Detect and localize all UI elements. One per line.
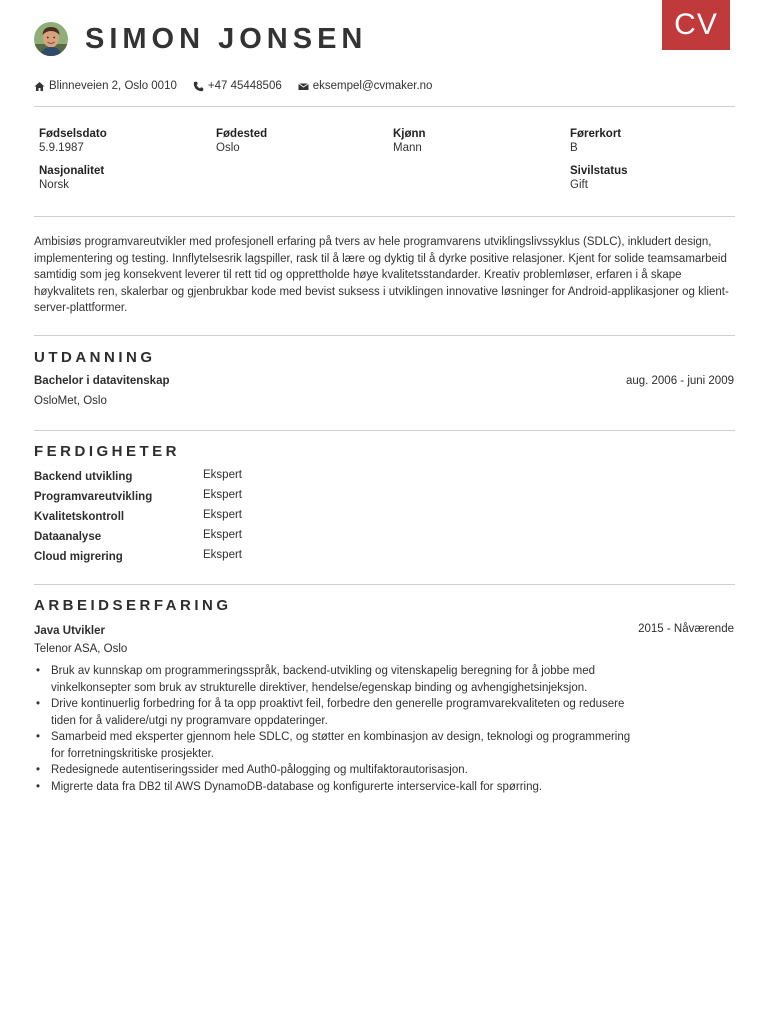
skill-name: Dataanalyse — [34, 531, 102, 543]
skill-level: Ekspert — [203, 529, 242, 541]
mail-icon — [298, 81, 309, 92]
contact-bar — [34, 80, 448, 92]
skill-name: Backend utvikling — [34, 471, 133, 483]
education-degree: Bachelor i datavitenskap — [34, 375, 170, 387]
divider — [34, 106, 735, 107]
skill-row — [34, 469, 334, 489]
detail-value: Gift — [570, 179, 588, 191]
header — [34, 22, 367, 56]
avatar — [34, 22, 68, 56]
detail-label: Kjønn — [393, 128, 426, 140]
job-company: Telenor ASA, Oslo — [34, 643, 128, 655]
detail-label: Nasjonalitet — [39, 165, 105, 177]
cv-badge: CV — [662, 0, 730, 50]
skill-level: Ekspert — [203, 489, 242, 501]
list-item: • Bruk av kunnskap om programmeringsspråk, backend-utvikling og vitenskapelig beregning for å jobbe med vinkelkonsepter som bruk av strukturelle direktiver, hendelse/egenskap binding og avhengighetsinjeksjon. — [34, 663, 634, 696]
list-item: • Samarbeid med eksperter gjennom hele SDLC, og støtter en kombinasjon av design, teknologi og programmering for forretningskritiske prosjekter. — [34, 729, 634, 762]
job-dates: 2015 - Nåværende — [638, 623, 734, 635]
education-dates: aug. 2006 - juni 2009 — [625, 375, 734, 387]
section-heading-skills: FERDIGHETER — [34, 443, 181, 460]
detail-gender — [393, 128, 426, 154]
phone-text: +47 45448506 — [207, 80, 282, 92]
detail-label: Sivilstatus — [570, 165, 628, 177]
list-item: • Drive kontinuerlig forbedring for å ta opp proaktivt feil, forbedre den generelle programvarekvaliteten og redusere tiden for å validere/utgi ny programvare oppdateringer. — [34, 696, 634, 729]
skill-row — [34, 489, 334, 509]
profile-summary: Ambisiøs programvareutvikler med profesjonell erfaring på tvers av hele programvarens utviklingslivssyklus (SDLC), inkludert design, implementering og testing. Innflytelsesrik lagspiller, rask til å lære og dyktig til å dyrke positive relasjoner. Kjent for solide teamsamarbeid samtidig som jeg konsekvent leverer til rett tid og opprettholde høye kvalitetsstandarder. Kreativ problemløser, erfaren i å skape høykvalitets ren, skalerbar og gjenbrukbar kode med bevist suksess i utviklingen innovative løsninger for Android-applikasjoner og klient-server-plattformer. — [34, 236, 729, 314]
candidate-name: SIMON JONSEN — [85, 22, 368, 55]
email-text[interactable]: eksempel@cvmaker.no — [312, 80, 433, 92]
detail-value: Oslo — [216, 142, 240, 154]
skill-level: Ekspert — [203, 549, 242, 561]
detail-value: B — [570, 142, 578, 154]
list-item: • Redesignede autentiseringssider med Auth0-pålogging og multifaktorautorisasjon. — [34, 762, 634, 779]
education-school: OsloMet, Oslo — [34, 395, 107, 407]
detail-nationality — [39, 165, 104, 191]
section-heading-experience: ARBEIDSERFARING — [34, 597, 232, 614]
detail-birthdate — [39, 128, 107, 154]
home-icon — [34, 81, 45, 92]
skill-level: Ekspert — [203, 509, 242, 521]
detail-license — [570, 128, 621, 154]
detail-birthplace — [216, 128, 267, 154]
skill-name: Programvareutvikling — [34, 491, 153, 503]
divider — [34, 430, 735, 431]
phone-icon — [193, 81, 204, 92]
address-text: Blinneveien 2, Oslo 0010 — [49, 80, 177, 92]
job-responsibilities — [34, 663, 634, 795]
detail-label: Fødselsdato — [39, 128, 107, 140]
detail-marital-status — [570, 165, 628, 191]
contact-phone — [193, 80, 282, 92]
skill-row — [34, 529, 334, 549]
divider — [34, 216, 735, 217]
detail-value: Norsk — [39, 179, 70, 191]
divider — [34, 584, 735, 585]
contact-address — [34, 80, 177, 92]
skill-name: Cloud migrering — [34, 551, 123, 563]
list-item: • Migrerte data fra DB2 til AWS DynamoDB-database og konfigurerte interservice-kall for spørring. — [34, 779, 634, 796]
job-title: Java Utvikler — [34, 625, 105, 637]
detail-value: Mann — [393, 142, 422, 154]
detail-value: 5.9.1987 — [39, 142, 84, 154]
skill-level: Ekspert — [203, 469, 242, 481]
detail-label: Førerkort — [570, 128, 622, 140]
skill-name: Kvalitetskontroll — [34, 511, 125, 523]
detail-label: Fødested — [216, 128, 268, 140]
contact-email — [298, 80, 433, 92]
skill-row — [34, 509, 334, 529]
skill-row — [34, 549, 334, 569]
divider — [34, 335, 735, 336]
section-heading-education: UTDANNING — [34, 349, 156, 366]
